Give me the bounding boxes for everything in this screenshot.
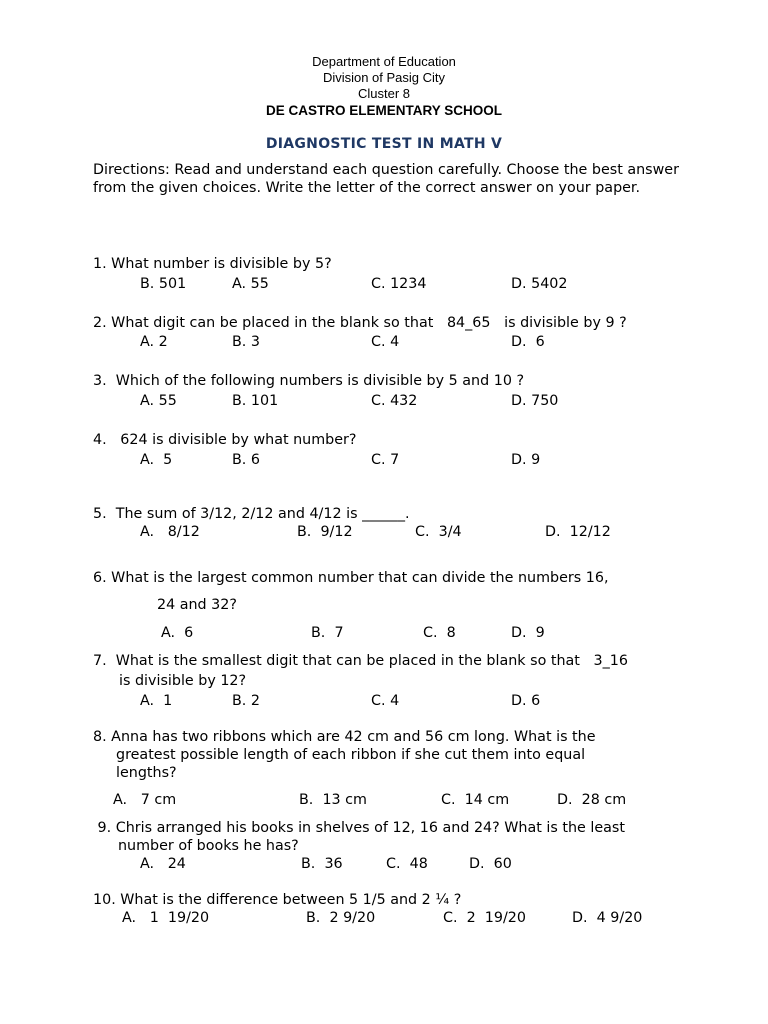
question-10-choice-3: C. 2 19/20 <box>443 910 527 926</box>
question-10-text: 10. What is the difference between 5 1/5 and 2 ¼ ? <box>93 892 462 908</box>
department-heading: Department of Education <box>312 54 456 69</box>
question-9-choice-1: A. 24 <box>140 856 186 872</box>
question-3-choice-1: A. 55 <box>140 393 177 409</box>
division-heading: Division of Pasig City <box>322 70 446 85</box>
question-6-choice-1: A. 6 <box>161 625 194 641</box>
question-3-text: 3. Which of the following numbers is divisible by 5 and 10 ? <box>93 373 525 389</box>
question-8-choice-3: C. 14 cm <box>441 792 510 808</box>
question-1-choice-3: C. 1234 <box>371 276 427 292</box>
question-8-text-line-2: greatest possible length of each ribbon if she cut them into equal <box>116 747 586 763</box>
question-2-choice-3: C. 4 <box>371 334 400 350</box>
question-8-choice-4: D. 28 cm <box>557 792 627 808</box>
question-10-choice-4: D. 4 9/20 <box>572 910 643 926</box>
question-7-choice-3: C. 4 <box>371 693 400 709</box>
question-5-choice-3: C. 3/4 <box>415 524 462 540</box>
question-4-choice-4: D. 9 <box>511 452 541 468</box>
question-8-choice-2: B. 13 cm <box>299 792 367 808</box>
question-2-choice-4: D. 6 <box>511 334 545 350</box>
question-5-choice-4: D. 12/12 <box>545 524 611 540</box>
question-2-choice-2: B. 3 <box>232 334 260 350</box>
question-6-text-line-2: 24 and 32? <box>157 597 237 613</box>
question-7-choice-2: B. 2 <box>232 693 260 709</box>
question-9-text-line-1: 9. Chris arranged his books in shelves of 12, 16 and 24? What is the least <box>93 820 625 836</box>
school-name: DE CASTRO ELEMENTARY SCHOOL <box>265 103 502 118</box>
question-10-choice-1: A. 1 19/20 <box>122 910 210 926</box>
directions: Directions: Read and understand each question carefully. Choose the best answer from the given choices. Write the letter of the correct answer on your paper. <box>93 162 679 196</box>
question-2-choice-1: A. 2 <box>140 334 168 350</box>
question-5-text: 5. The sum of 3/12, 2/12 and 4/12 is ______. <box>93 506 410 522</box>
question-7-choice-4: D. 6 <box>511 693 541 709</box>
question-6-choice-2: B. 7 <box>311 625 344 641</box>
question-3-choice-2: B. 101 <box>232 393 279 409</box>
test-title: DIAGNOSTIC TEST IN MATH V <box>265 136 503 152</box>
question-1-text: 1. What number is divisible by 5? <box>93 256 332 272</box>
question-9-choice-4: D. 60 <box>469 856 512 872</box>
question-1-choice-4: D. 5402 <box>511 276 568 292</box>
question-4-text: 4. 624 is divisible by what number? <box>93 432 357 448</box>
question-4-choice-2: B. 6 <box>232 452 260 468</box>
question-3-choice-3: C. 432 <box>371 393 418 409</box>
question-6-choice-3: C. 8 <box>423 625 456 641</box>
question-9-text-line-2: number of books he has? <box>118 838 299 854</box>
question-10-choice-2: B. 2 9/20 <box>306 910 376 926</box>
question-7-choice-1: A. 1 <box>140 693 173 709</box>
question-8-text-line-1: 8. Anna has two ribbons which are 42 cm and 56 cm long. What is the <box>93 729 596 745</box>
question-5-choice-1: A. 8/12 <box>140 524 200 540</box>
question-8-text-line-3: lengths? <box>116 765 177 781</box>
question-8-choice-1: A. 7 cm <box>113 792 177 808</box>
question-9-choice-3: C. 48 <box>386 856 428 872</box>
question-4-choice-1: A. 5 <box>140 452 173 468</box>
question-7-text-line-1: 7. What is the smallest digit that can be placed in the blank so that 3_16 <box>93 653 628 669</box>
question-6-choice-4: D. 9 <box>511 625 545 641</box>
question-2-text: 2. What digit can be placed in the blank so that 84_65 is divisible by 9 ? <box>93 315 627 331</box>
question-1-choice-2: A. 55 <box>232 276 269 292</box>
question-4-choice-3: C. 7 <box>371 452 400 468</box>
question-6-text-line-1: 6. What is the largest common number that can divide the numbers 16, <box>93 570 609 586</box>
question-7-text-line-2: is divisible by 12? <box>119 673 247 689</box>
question-1-choice-1: B. 501 <box>140 276 187 292</box>
cluster-heading: Cluster 8 <box>357 86 411 101</box>
question-5-choice-2: B. 9/12 <box>297 524 353 540</box>
question-9-choice-2: B. 36 <box>301 856 343 872</box>
question-3-choice-4: D. 750 <box>511 393 559 409</box>
